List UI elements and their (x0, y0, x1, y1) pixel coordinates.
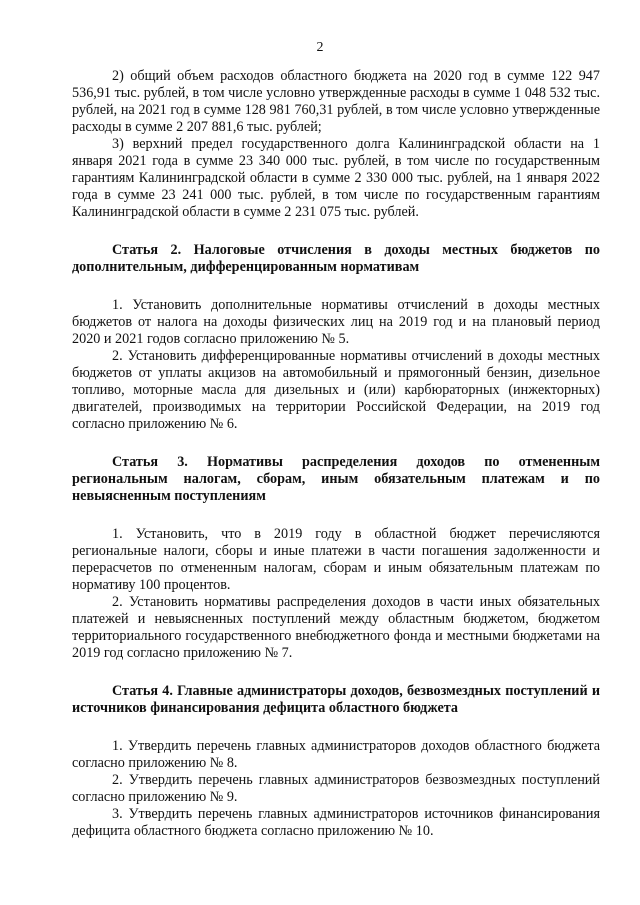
article-2-heading: Статья 2. Налоговые отчисления в доходы местных бюджетов по дополнительным, дифференцированным нормативам (72, 242, 600, 275)
article-3-paragraph: 1. Установить, что в 2019 году в областной бюджет перечисляются региональные налоги, сборы и иные платежи в части погашения задолженности и перерасчетов по отмененным налогам, сборам и иным обязательным платежам по нормативу 100 процентов. (72, 526, 600, 593)
article-3-paragraph: 2. Установить нормативы распределения доходов в части иных обязательных платежей и невыясненных поступлений между областным бюджетом, бюджетом территориального государственного внебюджетного фонда и местными бюджетами на 2019 год согласно приложению № 7. (72, 594, 600, 661)
article-4-paragraph: 2. Утвердить перечень главных администраторов безвозмездных поступлений согласно приложению № 9. (72, 772, 600, 805)
intro-paragraph: 3) верхний предел государственного долга Калининградской области на 1 января 2021 года в сумме 23 340 000 тыс. рублей, в том числе по государственным гарантиям Калининградской области в сумме 2 330 000 тыс. рублей, на 1 января 2022 года в сумме 23 241 000 тыс. рублей, в том числе по государственным гарантиям Калининградской области в сумме 2 231 075 тыс. рублей. (72, 136, 600, 220)
page-number: 2 (316, 40, 324, 55)
article-3-heading: Статья 3. Нормативы распределения доходов по отмененным региональным налогам, сборам, иным обязательным платежам и по невыясненным поступлениям (72, 454, 600, 504)
document-body (72, 68, 600, 840)
intro-paragraph: 2) общий объем расходов областного бюджета на 2020 год в сумме 122 947 536,91 тыс. рублей, в том числе условно утвержденные расходы в сумме 1 048 532 тыс. рублей, на 2021 год в сумме 128 981 760,31 рублей, в том числе условно утвержденные расходы в сумме 2 207 881,6 тыс. рублей; (72, 68, 600, 135)
article-4-paragraph: 1. Утвердить перечень главных администраторов доходов областного бюджета согласно приложению № 8. (72, 738, 600, 771)
article-4-paragraph: 3. Утвердить перечень главных администраторов источников финансирования дефицита областного бюджета согласно приложению № 10. (72, 806, 600, 839)
article-2-paragraph: 1. Установить дополнительные нормативы отчислений в доходы местных бюджетов от налога на доходы физических лиц на 2019 год и на плановый период 2020 и 2021 годов согласно приложению № 5. (72, 297, 600, 347)
article-4-heading: Статья 4. Главные администраторы доходов, безвозмездных поступлений и источников финансирования дефицита областного бюджета (72, 683, 600, 716)
article-2-paragraph: 2. Установить дифференцированные нормативы отчислений в доходы местных бюджетов от уплаты акцизов на автомобильный и прямогонный бензин, дизельное топливо, моторные масла для дизельных и (или) карбюраторных (инжекторных) двигателей, производимых на территории Российской Федерации, на 2019 год согласно приложению № 6. (72, 348, 600, 432)
